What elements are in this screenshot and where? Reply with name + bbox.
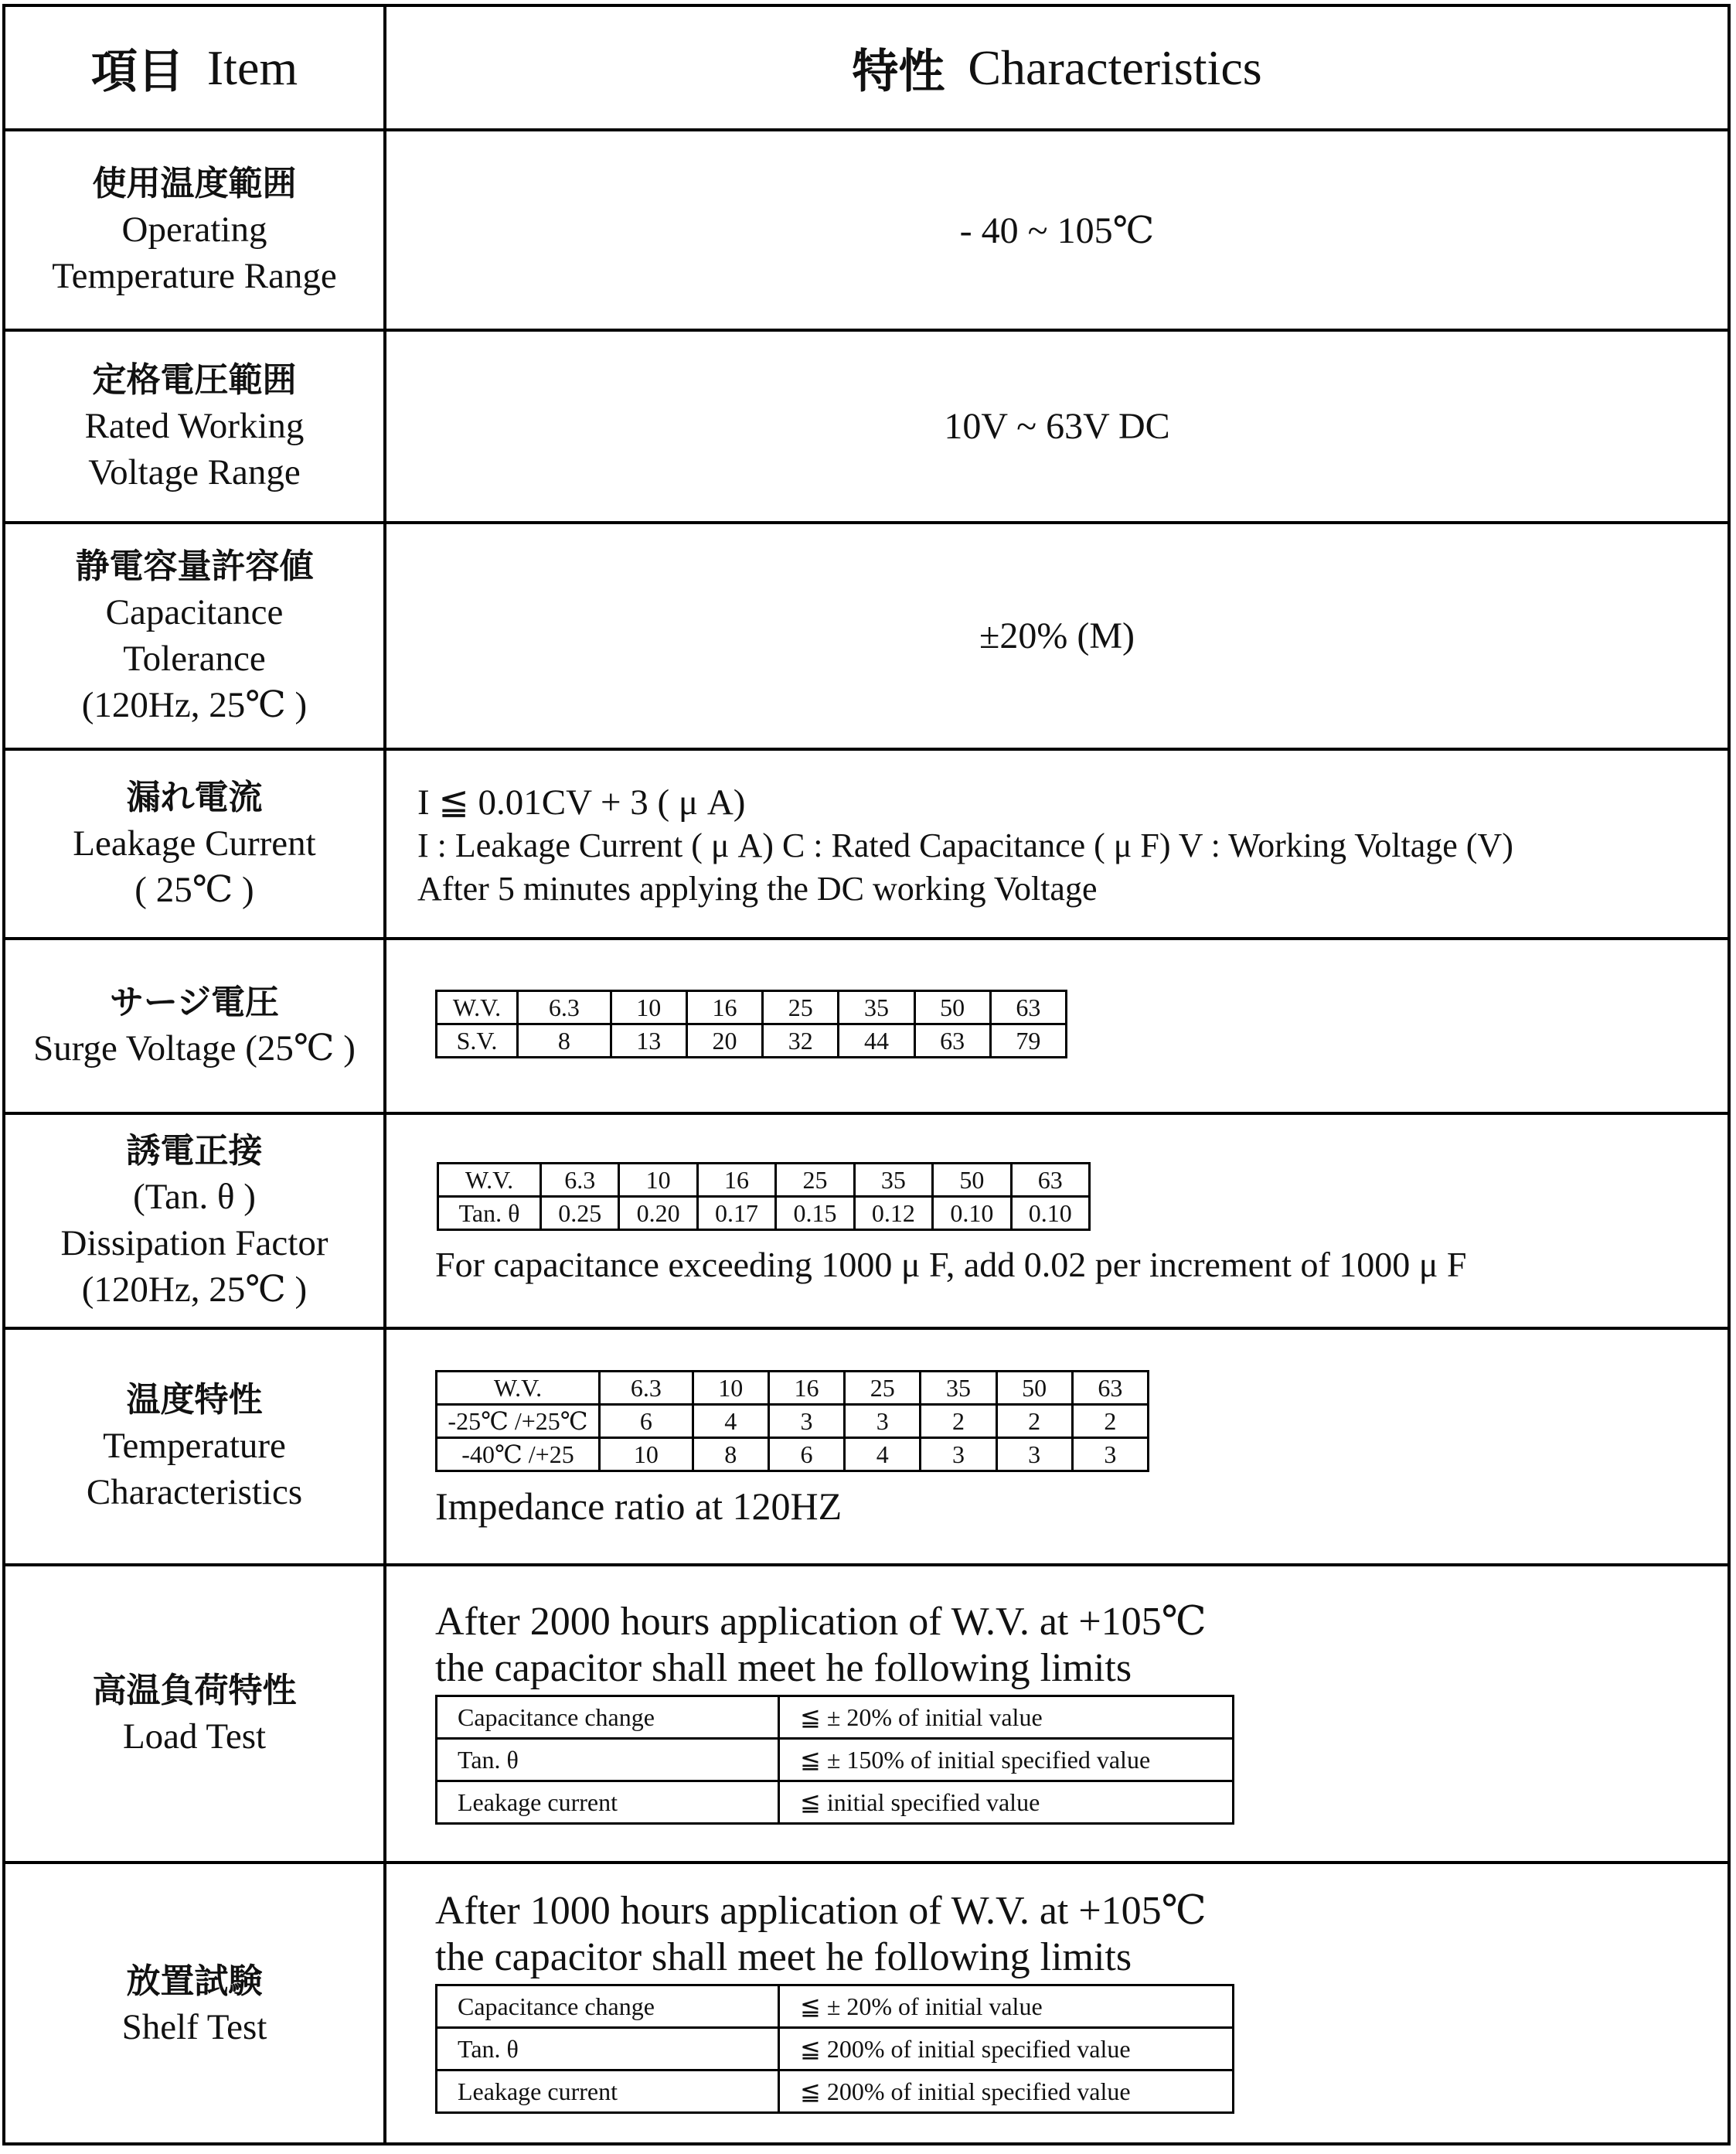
table-cell: 2 [1072, 1405, 1148, 1438]
table-cell: 25 [776, 1164, 854, 1197]
load-test-limits-table [435, 1695, 1234, 1825]
table-cell: 0.10 [1011, 1197, 1089, 1230]
table-cell: 6 [600, 1405, 693, 1438]
rated-voltage-en2: Voltage Range [88, 452, 301, 492]
table-row [437, 1739, 1234, 1781]
table-cell: 32 [763, 1024, 839, 1058]
cap-tolerance-label [5, 524, 383, 748]
shelf-test-jp: 放置試験 [126, 1961, 263, 2001]
rated-voltage-en1: Rated Working [84, 405, 305, 446]
limit-value: ≦ 200% of initial specified value [779, 2028, 1234, 2070]
leakage-label [5, 751, 383, 937]
header-item-jp: 項目 [90, 44, 184, 99]
temp-char-en2: Characteristics [86, 1472, 303, 1512]
surge-voltage-table [435, 990, 1067, 1058]
rated-voltage-jp: 定格電圧範囲 [92, 360, 297, 400]
table-cell: 63 [1011, 1164, 1089, 1197]
operating-temp-value: - 40 ~ 105℃ [959, 210, 1155, 251]
table-cell: 0.17 [697, 1197, 775, 1230]
cap-tolerance-en3: (120Hz, 25℃ ) [81, 684, 308, 725]
table-cell: 3 [845, 1405, 921, 1438]
table-row [437, 1372, 1149, 1405]
table-cell: 50 [933, 1164, 1011, 1197]
header-item-en: Item [206, 39, 298, 95]
leakage-formula: I ≦ 0.01CV + 3 ( μ A) [417, 782, 746, 823]
header-char-jp: 特性 [852, 44, 945, 99]
limit-value: ≦ initial specified value [779, 1781, 1234, 1824]
table-cell: 6 [768, 1438, 844, 1471]
table-cell: 8 [693, 1438, 768, 1471]
table-cell: 16 [768, 1372, 844, 1405]
leakage-condition: After 5 minutes applying the DC working Voltage [417, 870, 1098, 908]
table-cell: 35 [921, 1372, 996, 1405]
limit-value: ≦ ± 150% of initial specified value [779, 1739, 1234, 1781]
table-cell: 79 [990, 1024, 1066, 1058]
temperature-characteristics-table [435, 1370, 1149, 1472]
table-row [438, 1164, 1090, 1197]
table-cell: W.V. [438, 1164, 541, 1197]
temp-char-jp: 温度特性 [126, 1380, 263, 1420]
header-characteristics [386, 7, 1727, 128]
dissipation-en2: Dissipation Factor [60, 1223, 328, 1263]
table-cell: 10 [611, 991, 686, 1024]
header-char-en: Characteristics [968, 39, 1262, 95]
operating-temp-en1: Operating [121, 209, 267, 250]
table-cell: 2 [921, 1405, 996, 1438]
table-cell: 10 [600, 1438, 693, 1471]
dissipation-factor-table [437, 1162, 1091, 1231]
dissipation-en1: (Tan. θ ) [133, 1177, 256, 1217]
table-cell: 10 [619, 1164, 697, 1197]
load-test-jp: 高温負荷特性 [92, 1670, 297, 1710]
table-cell: 0.15 [776, 1197, 854, 1230]
load-test-line2: the capacitor shall meet he following limits [435, 1646, 1132, 1690]
table-cell: S.V. [437, 1024, 518, 1058]
table-cell: 44 [839, 1024, 914, 1058]
table-cell: Tan. θ [438, 1197, 541, 1230]
table-cell: 4 [845, 1438, 921, 1471]
temp-char-en1: Temperature [103, 1426, 286, 1466]
table-cell: 50 [996, 1372, 1072, 1405]
impedance-note: Impedance ratio at 120HZ [435, 1484, 842, 1528]
table-row [437, 2028, 1234, 2070]
table-cell: 0.20 [619, 1197, 697, 1230]
operating-temp-en2: Temperature Range [52, 255, 337, 296]
table-cell: 13 [611, 1024, 686, 1058]
leakage-legend: I : Leakage Current ( μ A) C : Rated Capacitance ( μ F) V : Working Voltage (V) [417, 826, 1513, 864]
cap-tolerance-en1: Capacitance [105, 591, 284, 632]
operating-temp-label [5, 131, 383, 329]
dissipation-jp: 誘電正接 [126, 1131, 263, 1171]
cap-tolerance-value: ±20% (M) [979, 615, 1135, 656]
limit-name: Tan. θ [437, 2028, 779, 2070]
cap-tolerance-en2: Tolerance [123, 638, 266, 679]
table-cell: 2 [996, 1405, 1072, 1438]
table-row [437, 1438, 1149, 1471]
table-cell: 3 [1072, 1438, 1148, 1471]
table-cell: -25℃ /+25℃ [437, 1405, 600, 1438]
table-cell: 8 [518, 1024, 611, 1058]
table-cell: 63 [990, 991, 1066, 1024]
operating-temp-jp: 使用温度範囲 [92, 163, 297, 203]
table-cell: 63 [914, 1024, 990, 1058]
table-cell: 16 [697, 1164, 775, 1197]
table-cell: 3 [768, 1405, 844, 1438]
table-cell: 0.12 [854, 1197, 932, 1230]
table-cell: 35 [854, 1164, 932, 1197]
table-cell: 63 [1072, 1372, 1148, 1405]
limit-name: Capacitance change [437, 1696, 779, 1739]
table-cell: 25 [763, 991, 839, 1024]
table-row [437, 1781, 1234, 1824]
table-cell: 0.25 [541, 1197, 619, 1230]
table-cell: 3 [996, 1438, 1072, 1471]
shelf-test-line2: the capacitor shall meet he following limits [435, 1935, 1132, 1979]
load-test-line1: After 2000 hours application of W.V. at +105℃ [435, 1600, 1207, 1644]
surge-jp: サージ電圧 [109, 983, 280, 1022]
shelf-test-en1: Shelf Test [121, 2007, 267, 2047]
table-cell: 35 [839, 991, 914, 1024]
temp-char-label [5, 1330, 383, 1563]
table-cell: 16 [686, 991, 762, 1024]
shelf-test-label [5, 1864, 383, 2145]
surge-label [5, 940, 383, 1112]
limit-name: Leakage current [437, 2070, 779, 2113]
load-test-en1: Load Test [122, 1716, 267, 1757]
table-cell: 3 [921, 1438, 996, 1471]
limit-name: Leakage current [437, 1781, 779, 1824]
limit-name: Capacitance change [437, 1985, 779, 2028]
table-row [438, 1197, 1090, 1230]
table-row [437, 991, 1067, 1024]
rated-voltage-label [5, 332, 383, 521]
table-cell: 20 [686, 1024, 762, 1058]
dissipation-label [5, 1115, 383, 1327]
dissipation-en3: (120Hz, 25℃ ) [81, 1270, 308, 1310]
leakage-jp: 漏れ電流 [126, 777, 263, 817]
table-cell: 6.3 [600, 1372, 693, 1405]
leakage-en1: Leakage Current [73, 823, 316, 864]
table-row [437, 2070, 1234, 2113]
surge-en1: Surge Voltage (25℃ ) [33, 1028, 356, 1068]
dissipation-note: For capacitance exceeding 1000 μ F, add 0.02 per increment of 1000 μ F [435, 1245, 1467, 1284]
shelf-test-line1: After 1000 hours application of W.V. at +105℃ [435, 1889, 1207, 1933]
table-cell: 0.10 [933, 1197, 1011, 1230]
table-cell: -40℃ /+25 [437, 1438, 600, 1471]
table-cell: 6.3 [518, 991, 611, 1024]
table-cell: 10 [693, 1372, 768, 1405]
table-row [437, 1696, 1234, 1739]
limit-value: ≦ ± 20% of initial value [779, 1985, 1234, 2028]
table-row [437, 1405, 1149, 1438]
shelf-test-limits-table [435, 1984, 1234, 2114]
table-row [437, 1024, 1067, 1058]
table-cell: W.V. [437, 991, 518, 1024]
leakage-en2: ( 25℃ ) [134, 869, 254, 910]
cap-tolerance-jp: 静電容量許容値 [75, 546, 314, 586]
table-cell: 4 [693, 1405, 768, 1438]
table-cell: 25 [845, 1372, 921, 1405]
table-cell: 50 [914, 991, 990, 1024]
header-item [5, 7, 383, 128]
limit-value: ≦ ± 20% of initial value [779, 1696, 1234, 1739]
limit-value: ≦ 200% of initial specified value [779, 2070, 1234, 2113]
rated-voltage-value: 10V ~ 63V DC [944, 406, 1170, 447]
table-cell: 6.3 [541, 1164, 619, 1197]
table-row [437, 1985, 1234, 2028]
limit-name: Tan. θ [437, 1739, 779, 1781]
load-test-label [5, 1566, 383, 1861]
table-cell: W.V. [437, 1372, 600, 1405]
